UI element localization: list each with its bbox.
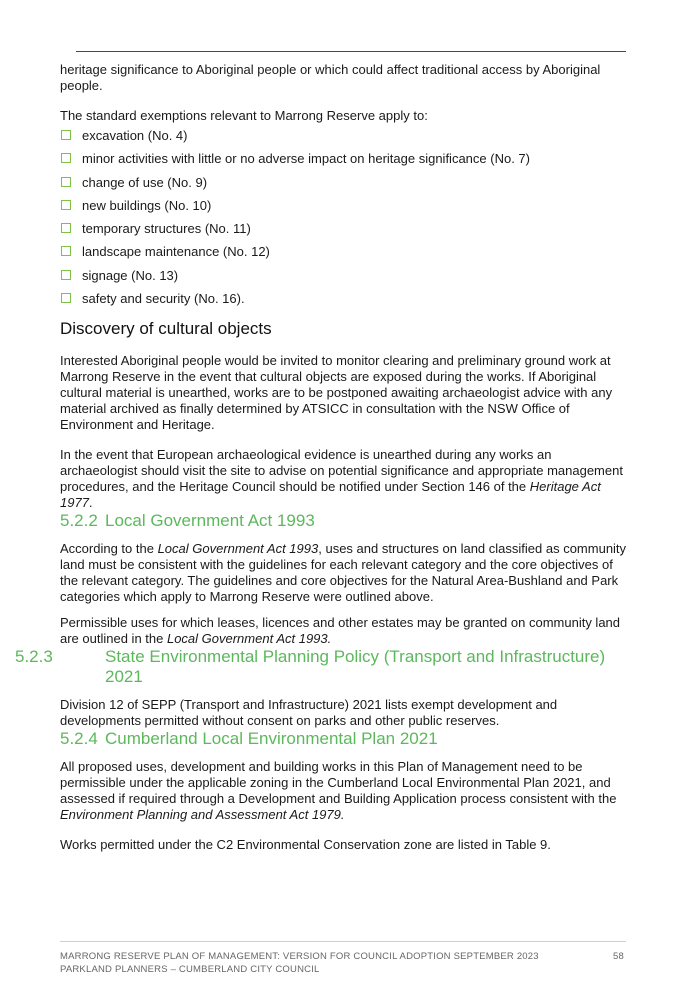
list-item: minor activities with little or no adverse impact on heritage significance (No. 7)	[60, 151, 630, 174]
continuation-paragraph: heritage significance to Aboriginal people or which could affect traditional access by Aboriginal people.	[60, 62, 601, 93]
checkbox-bullet-icon	[61, 223, 71, 233]
discovery-paragraph-2: In the event that European archaeological evidence is unearthed during any works an archaeologist should visit the site to advise on potential significance and appropriate management procedures, and the Heritage Council should be notified under Section 146 of the Heritage Act 1977.	[60, 447, 623, 511]
checkbox-bullet-icon	[61, 177, 71, 187]
list-item: safety and security (No. 16).	[60, 291, 630, 314]
page-footer	[60, 950, 626, 976]
checkbox-bullet-icon	[61, 270, 71, 280]
discovery-heading: Discovery of cultural objects	[60, 319, 272, 339]
checkbox-bullet-icon	[61, 293, 71, 303]
checkbox-bullet-icon	[61, 246, 71, 256]
list-item: temporary structures (No. 11)	[60, 221, 630, 244]
header-rule	[76, 51, 626, 52]
footer-author: PARKLAND PLANNERS – CUMBERLAND CITY COUNCIL	[60, 964, 320, 975]
section-5-2-3-paragraph: Division 12 of SEPP (Transport and Infrastructure) 2021 lists exempt development and developments permitted without consent on parks and other public reserves.	[60, 697, 558, 729]
page-number: 58	[613, 951, 624, 962]
section-5-2-2-paragraph-2: Permissible uses for which leases, licences and other estates may be granted on community land are outlined in the Local Government Act 1993.	[60, 615, 621, 647]
exemptions-list	[60, 128, 630, 314]
footer-document-title: MARRONG RESERVE PLAN OF MANAGEMENT: VERSION FOR COUNCIL ADOPTION SEPTEMBER 2023	[60, 951, 539, 962]
section-5-2-2-heading: 5.2.2 Local Government Act 1993	[60, 511, 315, 531]
list-item: landscape maintenance (No. 12)	[60, 244, 630, 267]
footer-rule	[60, 941, 626, 942]
page-body	[15, 60, 630, 853]
section-5-2-4-paragraph-1: All proposed uses, development and building works in this Plan of Management need to be permissible under the applicable zoning in the Cumberland Local Environmental Plan 2021, and assessed if required through a Development and Building Application process consistent with the Environment Planning and Assessment Act 1979.	[60, 759, 617, 823]
section-5-2-4-paragraph-2: Works permitted under the C2 Environmental Conservation zone are listed in Table 9.	[60, 837, 551, 853]
checkbox-bullet-icon	[61, 200, 71, 210]
checkbox-bullet-icon	[61, 153, 71, 163]
exemptions-intro: The standard exemptions relevant to Marrong Reserve apply to:	[60, 108, 428, 123]
section-5-2-2-paragraph-1: According to the Local Government Act 1993, uses and structures on land classified as community land must be consistent with the guidelines for each relevant category and the core objectives of the relevant category. The guidelines and core objectives for the Natural Area-Bushland and Park categories which apply to Marrong Reserve were outlined above.	[60, 541, 627, 605]
list-item: new buildings (No. 10)	[60, 198, 630, 221]
section-5-2-4-heading: 5.2.4 Cumberland Local Environmental Plan 2021	[60, 729, 438, 749]
checkbox-bullet-icon	[61, 130, 71, 140]
list-item: change of use (No. 9)	[60, 175, 630, 198]
section-5-2-3-heading: 5.2.3 State Environmental Planning Policy (Transport and Infrastructure) 2021	[15, 647, 606, 687]
list-item: signage (No. 13)	[60, 268, 630, 291]
list-item: excavation (No. 4)	[60, 128, 630, 151]
discovery-paragraph-1: Interested Aboriginal people would be invited to monitor clearing and preliminary ground work at Marrong Reserve in the event that cultural objects are exposed during the works. If Aboriginal cultural material is unearthed, works are to be postponed awaiting archaeologist advice with any material archived as finally determined by ATSICC in consultation with the NSW Office of Environment and Heritage.	[60, 353, 613, 433]
